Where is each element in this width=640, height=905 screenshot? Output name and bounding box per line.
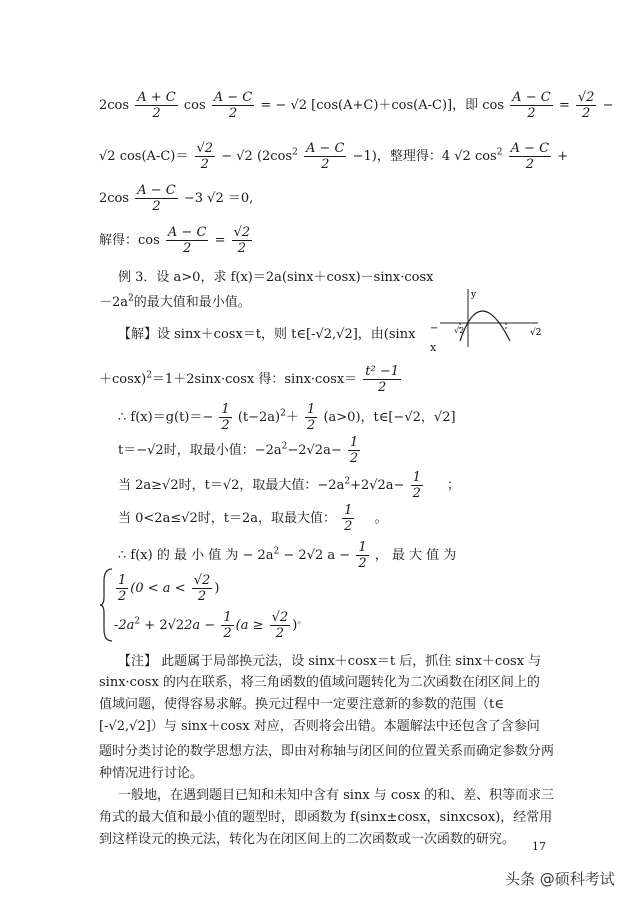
exponent: 2 [281,441,288,452]
text: −1)，整理得：4 [352,149,451,164]
denominator: 2 [525,157,534,172]
text: = [558,98,570,113]
text: , [332,327,337,342]
text: a [162,581,171,596]
text: 的最大值和最小值。 [133,295,251,310]
equation-line-3 [99,183,640,214]
equation-line-2 [99,141,640,172]
denominator: 2 [527,106,536,121]
text: a − [327,548,351,563]
note-line-6 [99,762,640,781]
sqrt-value: √2 [207,191,224,206]
text: ]）与 sinx＋cosx 对应，否则将会出错。本题解法中还包含了含参问 [145,719,540,734]
sqrt-value: √2 [99,149,116,164]
sqrt-value: √2 [433,410,451,425]
numerator: 1 [118,573,127,588]
note-line-4 [99,715,640,734]
denominator: 2 [183,241,192,256]
denominator: 2 [582,106,591,121]
exponent: 2 [146,370,152,381]
denominator: 2 [275,626,285,641]
text: ＋ [285,410,299,425]
solution-line-6 [118,503,640,534]
fraction [219,402,231,433]
right-label: √2 [530,328,542,338]
text: 到这样设元的换元法，转化为在闭区间上的二次函数或一次函数的研究。 [99,832,516,847]
fraction [510,90,553,121]
text: 时，取最小值：−2a [163,443,282,458]
sqrt-value: √2 [290,98,308,113]
numerator: 1 [307,402,316,417]
text: − 2 [283,548,307,563]
text: 2a − [184,618,216,633]
solution-line-5 [118,470,640,501]
numerator: 1 [221,402,230,417]
numerator: 1 [344,503,353,518]
fraction [576,90,597,121]
denominator: 2 [378,380,387,395]
sqrt [290,98,307,113]
fraction [509,141,552,172]
sqrt-value: √2 [404,410,421,425]
text: 时，t＝2a，取最大值： [197,511,337,526]
text: ， 最 大 值 为 [374,548,457,563]
brace-path [100,569,112,641]
denominator: 2 [197,589,207,604]
paragraph-line-3 [99,828,640,847]
numerator: A − C [137,183,176,198]
fraction [270,610,291,641]
numerator: 1 [349,435,359,450]
sqrt-value: √2 [222,478,240,493]
text: t＝− [118,443,148,458]
text: 种情况进行讨论。 [99,766,204,781]
exponent: 2 [128,293,134,304]
numerator: t² −1 [365,364,400,379]
text: (t−2a) [237,410,281,425]
text: 例 3．设 a>0，求 f(x)＝2a(sinx＋cosx)－sinx·cosx [118,270,434,285]
page-number: 17 [532,840,546,853]
numerator: A − C [213,90,253,105]
sqrt-value: √2 [306,548,324,563]
fraction [135,183,178,214]
solution-line-3 [118,402,640,433]
text: ] [450,410,456,425]
text: 一般地，在遇到题目已知和未知中含有 sinx 与 cosx 的和、差、积等而求三 [118,788,555,803]
fraction [232,225,253,256]
text: (a>0)，t∈[− [323,410,405,425]
fraction [305,402,317,433]
sqrt-value: √2 [167,618,185,633]
text: 时，t＝ [178,478,223,493]
numerator: A + C [137,90,176,105]
sqrt-value: √2 [147,443,164,458]
numerator: √2 [577,90,595,105]
fraction [363,364,401,395]
watermark: 头条 @硕科考试 [505,870,615,888]
example-line-2 [99,291,640,310]
sqrt-value: √2 [315,327,333,342]
sqrt-value: √2 [336,327,353,342]
note-line-3 [99,693,640,712]
paragraph-line-1 [118,784,640,803]
text: 当 0<2a≤ [118,511,182,526]
text: cos [474,149,497,164]
text: = − [260,98,287,113]
text: －2a [99,295,129,310]
denominator: 2 [200,157,209,172]
text: ＝0, [227,191,254,206]
text: (0 < [130,581,159,596]
numerator: 1 [358,540,367,555]
fraction [411,470,423,501]
text: < [174,581,186,596]
equation-line-4 [99,225,640,256]
denominator: 2 [118,589,127,604]
text: cos(A-C)＝ [119,149,189,164]
solution-line-2 [99,364,640,395]
fraction [135,90,178,121]
denominator: 2 [223,626,232,641]
text: ∴ f(x) 的 最 小 值 为 − 2a [118,548,274,563]
piecewise-case-2 [114,610,640,641]
text: , [125,719,130,734]
denominator: 2 [221,418,230,433]
text: 解得：cos [99,233,160,248]
numerator: A − C [167,225,207,240]
graph-x-label [430,340,450,355]
root-label: √2 [454,326,465,335]
text: − [602,98,614,113]
denominator: 2 [321,157,330,172]
denominator: 2 [344,519,353,534]
text: ＋cosx) [99,372,147,387]
text: -2a [114,618,135,633]
fraction [166,225,209,256]
text: − [221,149,233,164]
sqrt-value: √2 [369,478,386,493]
text: x [430,341,437,354]
sqrt-value: √2 [306,443,324,458]
denominator: 2 [237,241,247,256]
example-heading [118,266,640,285]
text: ； [447,478,461,493]
denominator: 2 [412,486,421,501]
solution-line-7 [118,540,640,571]
sqrt-value: √2 [454,149,471,164]
text: [cos(A+C)＋cos(A-C)]，即 cos [311,98,505,113]
text: ) [292,618,298,633]
text: (2cos [256,149,293,164]
note-line-5 [99,740,640,759]
numerator: A − C [305,141,345,156]
text: +2 [350,478,370,493]
denominator: 2 [228,106,238,121]
text: 2cos [99,191,130,206]
fraction [221,610,233,641]
text: cos [183,98,206,113]
text: a− [323,443,342,458]
fraction [342,503,354,534]
text: [- [99,719,109,734]
text: ) [214,581,220,596]
fraction [348,435,360,466]
denominator: 2 [349,451,359,466]
solution-line-4 [118,435,640,466]
text: 题时分类讨论的数学思想方法，即由对称轴与闭区间的位置关系而确定参数分两 [99,744,555,759]
denominator: 2 [152,199,161,214]
fraction [195,141,216,172]
equation-line-1 [99,90,640,121]
exponent: 2 [292,147,298,158]
numerator: √2 [193,573,211,588]
paragraph-line-2 [99,806,640,825]
text: ，取最大值：−2a [239,478,345,493]
fraction [212,90,255,121]
text: 。 [374,511,388,526]
text: 角式的最大值和最小值的题型时，即函数为 f(sinx±cosx，sinxcsox)，经常用 [99,810,553,825]
denominator: 2 [152,106,161,121]
text: ∴ f(x)＝g(t)＝− [118,410,214,425]
sqrt-value: √2 [129,719,146,734]
note-line-1 [118,650,640,669]
text: 【解】设 sinx＋cosx＝t，则 t∈[- [118,327,316,342]
text: (a ≥ [235,618,264,633]
numerator: A − C [510,141,550,156]
denominator: 2 [358,556,367,571]
exponent: 2 [496,147,503,158]
denominator: 2 [307,418,316,433]
note-line-2 [99,671,640,690]
y-label: y [471,290,477,300]
text: + [557,149,569,164]
piecewise-brace [100,567,114,643]
sqrt-value: √2 [162,478,179,493]
text: ， [420,410,434,425]
text: 。 [297,615,308,627]
exponent: 2 [344,476,351,487]
text: = [214,233,226,248]
text: 2cos [99,98,130,113]
text: + 2 [144,618,168,633]
numerator: √2 [233,225,251,240]
exponent: 2 [273,546,280,557]
text: −2 [287,443,307,458]
sqrt-value: √2 [181,511,198,526]
exponent: 2 [134,616,141,627]
fraction [304,141,347,172]
text: 当 2a≥ [118,478,163,493]
text: a− [385,478,405,493]
text: 值域问题，使得容易求解。换元过程中一定要注意新的参数的范围（t∈ [99,697,504,712]
left-label: − [430,323,439,334]
text: 【注】 此题属于局部换元法，设 sinx＋cosx＝t 后，抓住 sinx＋cosx 与 [118,654,542,669]
numerator: √2 [196,141,214,156]
sqrt-value: √2 [236,149,253,164]
numerator: A − C [512,90,551,105]
sqrt-value: √2 [108,719,126,734]
numerator: √2 [271,610,289,625]
numerator: 1 [412,470,421,485]
text: ＝1＋2sinx·cosx 得：sinx·cosx＝ [151,372,358,387]
exponent: 2 [280,408,286,419]
text: sinx·cosx 的内在联系，将三角函数的值域问题转化为二次函数在闭区间上的 [99,675,540,690]
solution-line-1 [118,323,640,342]
text: −3 [183,191,204,206]
numerator: 1 [223,610,232,625]
fraction [356,540,368,571]
fraction [116,573,128,604]
piecewise-case-1 [114,573,640,604]
text: ]，由(sinx [352,327,416,342]
fraction [192,573,213,604]
